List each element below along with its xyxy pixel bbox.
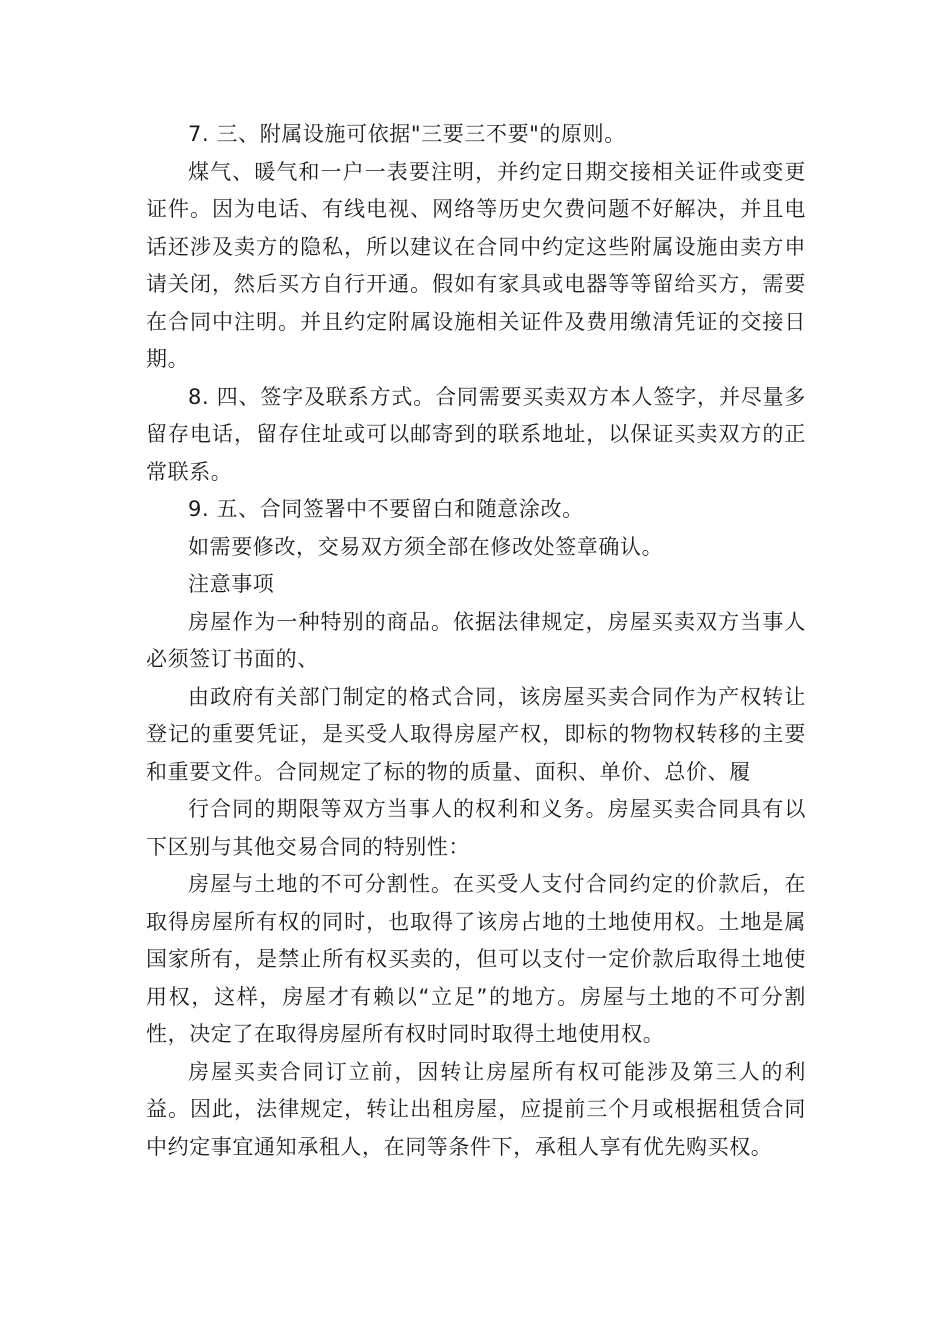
paragraph-third-party: 房屋买卖合同订立前，因转让房屋所有权可能涉及第三人的利益。因此，法律规定，转让出租房屋，应提前三个月或根据租赁合同中约定事宜通知承租人，在同等条件下，承租人享有优先购买权。 [146,1059,806,1159]
section-heading-notes: 注意事项 [188,572,275,596]
paragraph-land-inseparability: 房屋与土地的不可分割性。在买受人支付合同约定的价款后，在取得房屋所有权的同时，也取得了该房占地的土地使用权。土地是属国家所有，是禁止所有权买卖的，但可以支付一定价款后取得土地使用权，这样，房屋才有赖以“立足”的地方。房屋与土地的不可分割性，决定了在取得房屋所有权时同时取得土地使用权。 [146,872,806,1046]
paragraph-special-goods: 房屋作为一种特别的商品。依据法律规定，房屋买卖双方当事人必须签订书面的、 [146,609,806,671]
paragraph-item-8: 8. 四、签字及联系方式。合同需要买卖双方本人签字，并尽量多留存电话，留存住址或可以邮寄到的联系地址，以保证买卖双方的正常联系。 [146,384,806,484]
paragraph-utilities: 煤气、暖气和一户一表要注明，并约定日期交接相关证件或变更证件。因为电话、有线电视、网络等历史欠费问题不好解决，并且电话还涉及卖方的隐私，所以建议在合同中约定这些附属设施由卖方申请关闭，然后买方自行开通。假如有家具或电器等等留给买方，需要在合同中注明。并且约定附属设施相关证件及费用缴清凭证的交接日期。 [146,159,806,371]
document-body [146,116,806,1166]
paragraph-contract-terms: 行合同的期限等双方当事人的权利和义务。房屋买卖合同具有以下区别与其他交易合同的特别性： [146,797,806,859]
paragraph-format-contract: 由政府有关部门制定的格式合同，该房屋买卖合同作为产权转让登记的重要凭证，是买受人取得房屋产权，即标的物物权转移的主要和重要文件。合同规定了标的物的质量、面积、单价、总价、履 [146,684,806,784]
paragraph-item-7: 7. 三、附属设施可依据"三要三不要"的原则。 [188,122,626,146]
paragraph-modification: 如需要修改，交易双方须全部在修改处签章确认。 [188,534,664,559]
paragraph-item-9: 9. 五、合同签署中不要留白和随意涂改。 [188,497,584,521]
